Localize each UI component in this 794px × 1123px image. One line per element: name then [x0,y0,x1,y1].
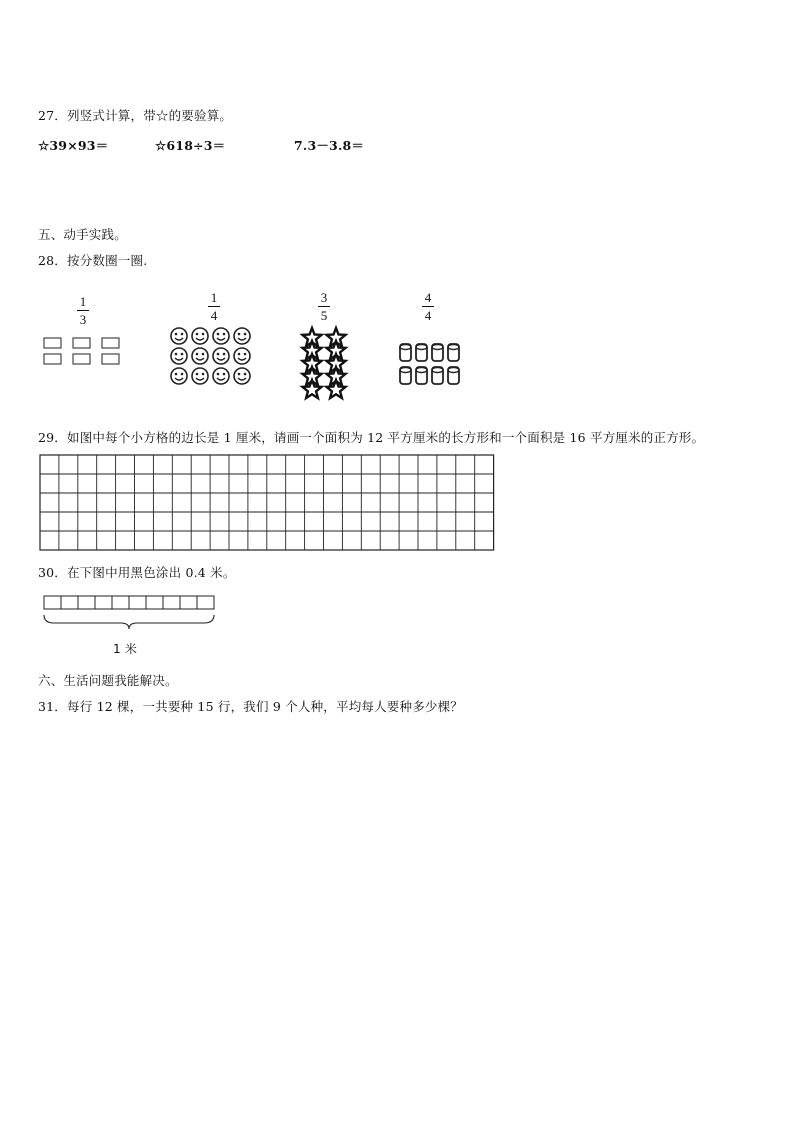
fraction-denominator: 4 [424,308,432,323]
q27-item-3: 7.3－3.8＝ [294,138,365,153]
q27-item-2: ☆618÷3＝ [155,138,226,153]
q27-prompt: 27．列竖式计算，带☆的要验算。 [38,108,233,123]
fraction-numerator: 1 [79,294,87,309]
q27-item-1: ☆39×93＝ [38,138,109,153]
fraction-denominator: 5 [320,308,328,323]
fraction-numerator: 1 [210,290,218,305]
q31-prompt: 31．每行 12 棵，一共要种 15 行，我们 9 个人种，平均每人要种多少棵？ [38,699,464,714]
fraction-numerator: 3 [320,290,328,305]
q30-prompt: 30．在下图中用黑色涂出 0.4 米。 [38,565,236,580]
section5-title: 五、动手实践。 [38,227,127,242]
q28-prompt: 28．按分数圈一圈. [38,253,148,268]
q29-prompt: 29．如图中每个小方格的边长是 1 厘米，请画一个面积为 12 平方厘米的长方形和一个面积是 16 平方厘米的正方形。 [38,430,705,445]
section6-title: 六、生活问题我能解决。 [38,673,178,688]
fraction-denominator: 3 [79,312,87,327]
curly-brace [44,615,214,629]
fraction-denominator: 4 [210,308,218,323]
fraction-numerator: 4 [424,290,432,305]
brace-label: 1 米 [113,642,138,656]
